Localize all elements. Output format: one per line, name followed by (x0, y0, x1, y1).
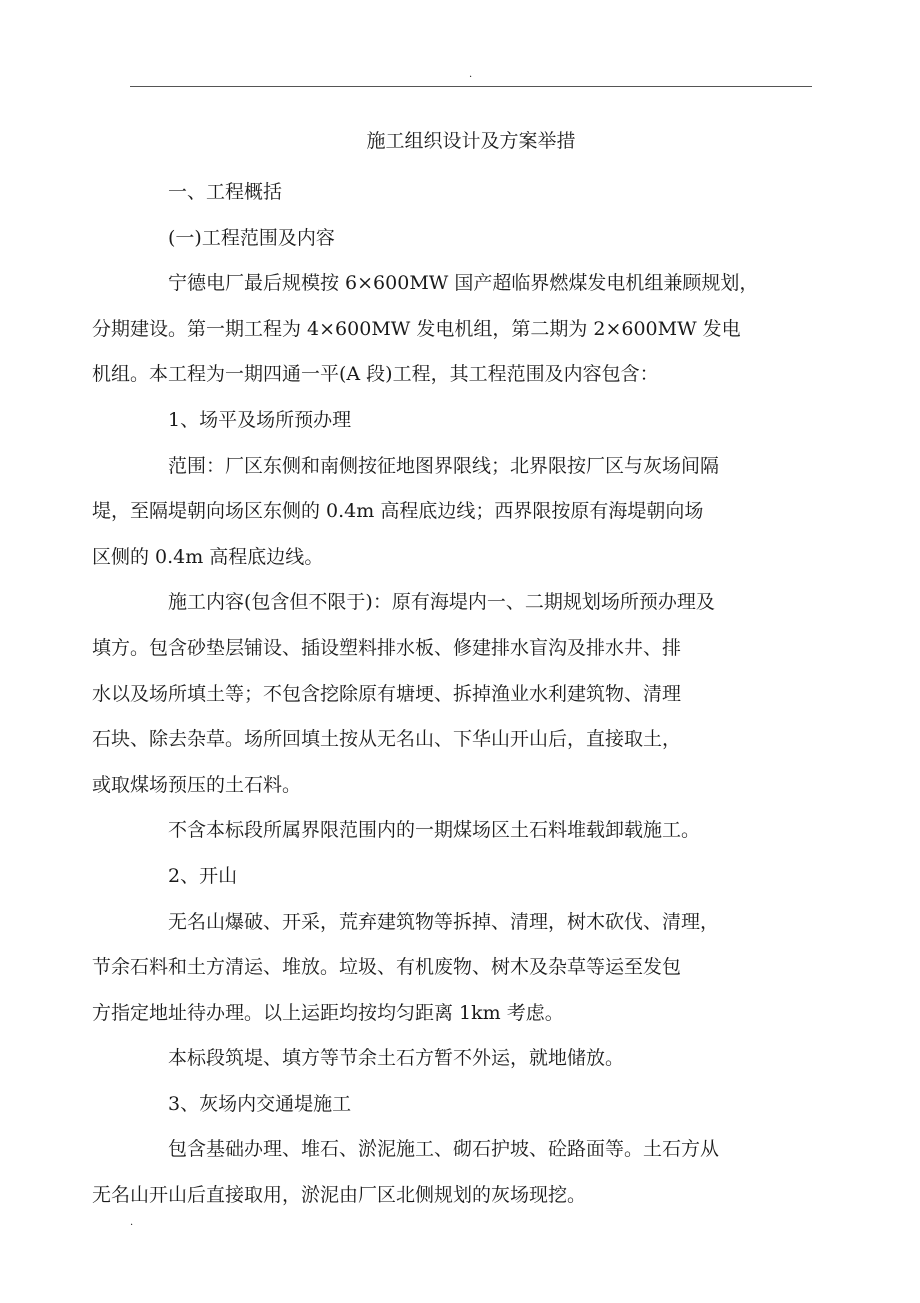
footer-mark: . (130, 1217, 134, 1228)
paragraph-line: 无名山爆破、开采，荒弃建筑物等拆掉、清理，树木砍伐、清理， (168, 910, 720, 933)
paragraph-line: 石块、除去杂草。场所回填土按从无名山、下华山开山后，直接取土， (92, 728, 682, 751)
paragraph-line: 方指定地址待办理。以上运距均按均匀距离 1km 考虑。 (92, 1001, 564, 1024)
paragraph (130, 170, 790, 216)
paragraph (130, 398, 790, 444)
paragraph-line: 区侧的 0.4m 高程底边线。 (92, 545, 324, 568)
paragraph-line: 堤，至隔堤朝向场区东侧的 0.4m 高程底边线；西界限按原有海堤朝向场 (92, 500, 704, 523)
paragraph-line: 分期建设。第一期工程为 4×600MW 发电机组，第二期为 2×600MW 发电 (92, 317, 741, 340)
document-body (92, 170, 790, 1219)
paragraph-line: 或取煤场预压的土石料。 (92, 773, 302, 796)
header-mark: . (469, 69, 473, 80)
paragraph-line: 包含基础办理、堆石、淤泥施工、砌石护坡、砼路面等。土石方从 (168, 1138, 720, 1161)
document-title: 施工组织设计及方案举措 (366, 130, 576, 152)
paragraph-line: 3、灰场内交通堤施工 (168, 1092, 352, 1115)
paragraph-line: 施工内容(包含但不限于)：原有海堤内一、二期规划场所预办理及 (168, 591, 715, 614)
paragraph (92, 261, 790, 398)
paragraph-line: 2、开山 (168, 864, 238, 887)
paragraph-line: 一、工程概括 (168, 181, 283, 203)
paragraph-line: 填方。包含砂垫层铺设、插设塑料排水板、修建排水盲沟及排水井、排 (92, 636, 682, 659)
paragraph-line: 无名山开山后直接取用，淤泥由厂区北侧规划的灰场现挖。 (92, 1184, 587, 1207)
paragraph-line: 范围：厂区东侧和南侧按征地图界限线；北界限按厂区与灰场间隔 (168, 454, 720, 477)
paragraph-line: (一)工程范围及内容 (168, 226, 335, 249)
paragraph (130, 1036, 790, 1082)
paragraph (92, 444, 790, 581)
paragraph (130, 216, 790, 262)
paragraph (130, 1082, 790, 1128)
paragraph (92, 580, 790, 808)
paragraph-line: 机组。本工程为一期四通一平(A 段)工程，其工程范围及内容包含： (92, 363, 659, 386)
paragraph-line: 本标段筑堤、填方等节余土石方暂不外运，就地储放。 (168, 1047, 625, 1070)
paragraph (130, 854, 790, 900)
paragraph-line: 1、场平及场所预办理 (168, 408, 352, 431)
paragraph-line: 节余石料和土方清运、堆放。垃圾、有机废物、树木及杂草等运至发包 (92, 956, 682, 979)
paragraph (92, 900, 790, 1037)
paragraph-line: 不含本标段所属界限范围内的一期煤场区土石料堆载卸载施工。 (168, 819, 701, 842)
paragraph (130, 808, 790, 854)
paragraph-line: 宁德电厂最后规模按 6×600MW 国产超临界燃煤发电机组兼顾规划， (168, 272, 759, 295)
header-rule (130, 86, 812, 87)
paragraph-line: 水以及场所填土等；不包含挖除原有塘埂、拆掉渔业水利建筑物、清理 (92, 682, 682, 705)
paragraph (92, 1127, 790, 1218)
